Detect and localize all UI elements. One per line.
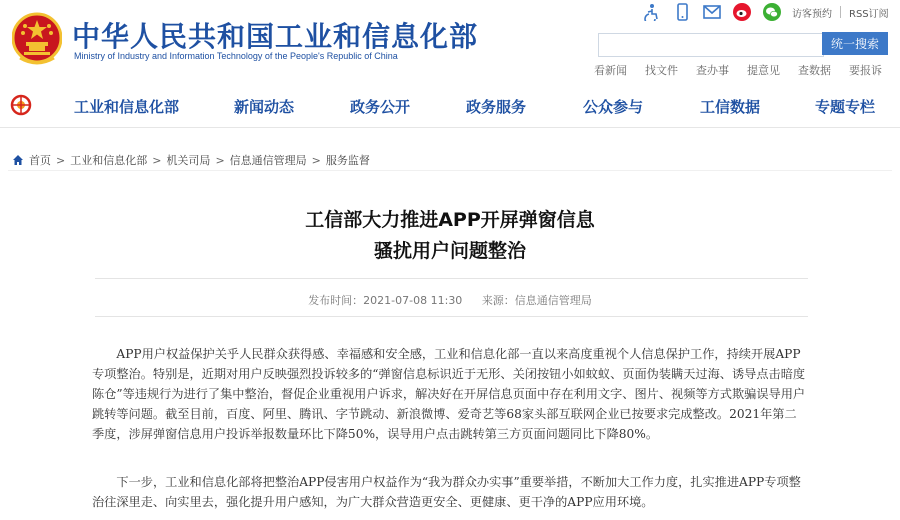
rss-link[interactable]: RSS订阅: [849, 8, 889, 20]
nav-divider: [0, 127, 900, 128]
wechat-icon[interactable]: [762, 2, 782, 22]
nav-item-topics[interactable]: 专题专栏: [815, 98, 876, 116]
mail-icon[interactable]: [702, 2, 722, 22]
quick-link-feedback[interactable]: 提意见: [747, 64, 780, 77]
mobile-icon[interactable]: [672, 2, 692, 22]
accessibility-icon[interactable]: [642, 2, 662, 22]
breadcrumb-separator: >: [56, 153, 66, 167]
quick-link-data[interactable]: 查数据: [798, 64, 831, 77]
breadcrumb-telecom-bureau[interactable]: 信息通信管理局: [229, 154, 307, 167]
breadcrumb-separator: >: [152, 153, 162, 167]
article-title-line2: 骚扰用户问题整治: [373, 240, 526, 262]
article-paragraph-2: 下一步，工业和信息化部将把整治APP侵害用户权益作为“我为群众办实事”重要举措，不断加大工作力度，扎实推进APP专项整治往深里走、向实里去，强化提升用户感知，为广大群众营造更安全、更健康、更干净的APP应用环境。: [92, 475, 801, 509]
quick-link-complaint[interactable]: 要报诉: [849, 64, 882, 77]
breadcrumb-separator: >: [215, 153, 225, 167]
nav-item-gov-info[interactable]: 政务公开: [350, 98, 411, 116]
quick-links: [594, 62, 900, 78]
quick-link-news[interactable]: 看新闻: [594, 64, 627, 77]
meta-divider: [95, 316, 808, 317]
quick-link-files[interactable]: 找文件: [645, 64, 678, 77]
breadcrumb-departments[interactable]: 机关司局: [166, 154, 211, 167]
article-paragraph-1: APP用户权益保护关乎人民群众获得感、幸福感和安全感，工业和信息化部一直以来高度重视个人信息保护工作，持续开展APP专项整治。特别是，近期对用户反映强烈投诉较多的“弹窗信息标识近于无形、关闭按钮小如蚊蚁、页面伪装瞒天过海、诱导点击暗度陈仓”等违规行为进行了集中整治，督促企业重视用户诉求，解决好在开屏信息页面中存在利用文字、图片、视频等方式欺骗误导用户跳转等问题。截至目前，百度、阿里、腾讯、字节跳动、新浪微博、爱奇艺等68家头部互联网企业已按要求完成整改。2021年第二季度，涉屏弹窗信息用户投诉举报数量环比下降50%，误导用户点击跳转第三方页面问题同比下降80%。: [92, 347, 806, 441]
search-input[interactable]: [598, 33, 824, 57]
site-title[interactable]: 中华人民共和国工业和信息化部: [72, 20, 479, 53]
top-toolbar: [642, 2, 889, 22]
site-subtitle: Ministry of Industry and Information Technology of the People's Republic of China: [74, 51, 398, 61]
breadcrumb-ministry[interactable]: 工业和信息化部: [70, 154, 148, 167]
article-title-line1: 工信部大力推进APP开屏弹窗信息: [305, 209, 595, 231]
breadcrumb-home[interactable]: 首页: [29, 154, 51, 167]
nav-item-news[interactable]: 新闻动态: [234, 98, 295, 116]
weibo-icon[interactable]: [732, 2, 752, 22]
article-meta: [0, 292, 900, 308]
title-divider: [95, 278, 808, 279]
nav-item-gov-services[interactable]: 政务服务: [466, 98, 527, 116]
home-icon: [12, 154, 24, 166]
main-nav: [0, 90, 900, 122]
breadcrumb-separator: >: [311, 153, 321, 167]
national-emblem-icon: [12, 12, 62, 66]
search-button[interactable]: 统一搜索: [822, 32, 888, 55]
visitor-appointment-link[interactable]: 访客预约: [792, 8, 832, 20]
publish-time: 发布时间：2021-07-08 11:30: [308, 294, 463, 307]
nav-item-data[interactable]: 工信数据: [700, 98, 761, 116]
breadcrumb: [12, 152, 370, 168]
nav-item-ministry[interactable]: 工业和信息化部: [74, 98, 180, 116]
article-source: 来源：信息通信管理局: [481, 294, 592, 307]
breadcrumb-service-supervision[interactable]: 服务监督: [325, 154, 370, 167]
nav-item-participation[interactable]: 公众参与: [583, 98, 644, 116]
divider: [840, 6, 841, 18]
ministry-logo-icon[interactable]: [10, 94, 32, 116]
site-header: [0, 0, 900, 85]
quick-link-services[interactable]: 查办事: [696, 64, 729, 77]
